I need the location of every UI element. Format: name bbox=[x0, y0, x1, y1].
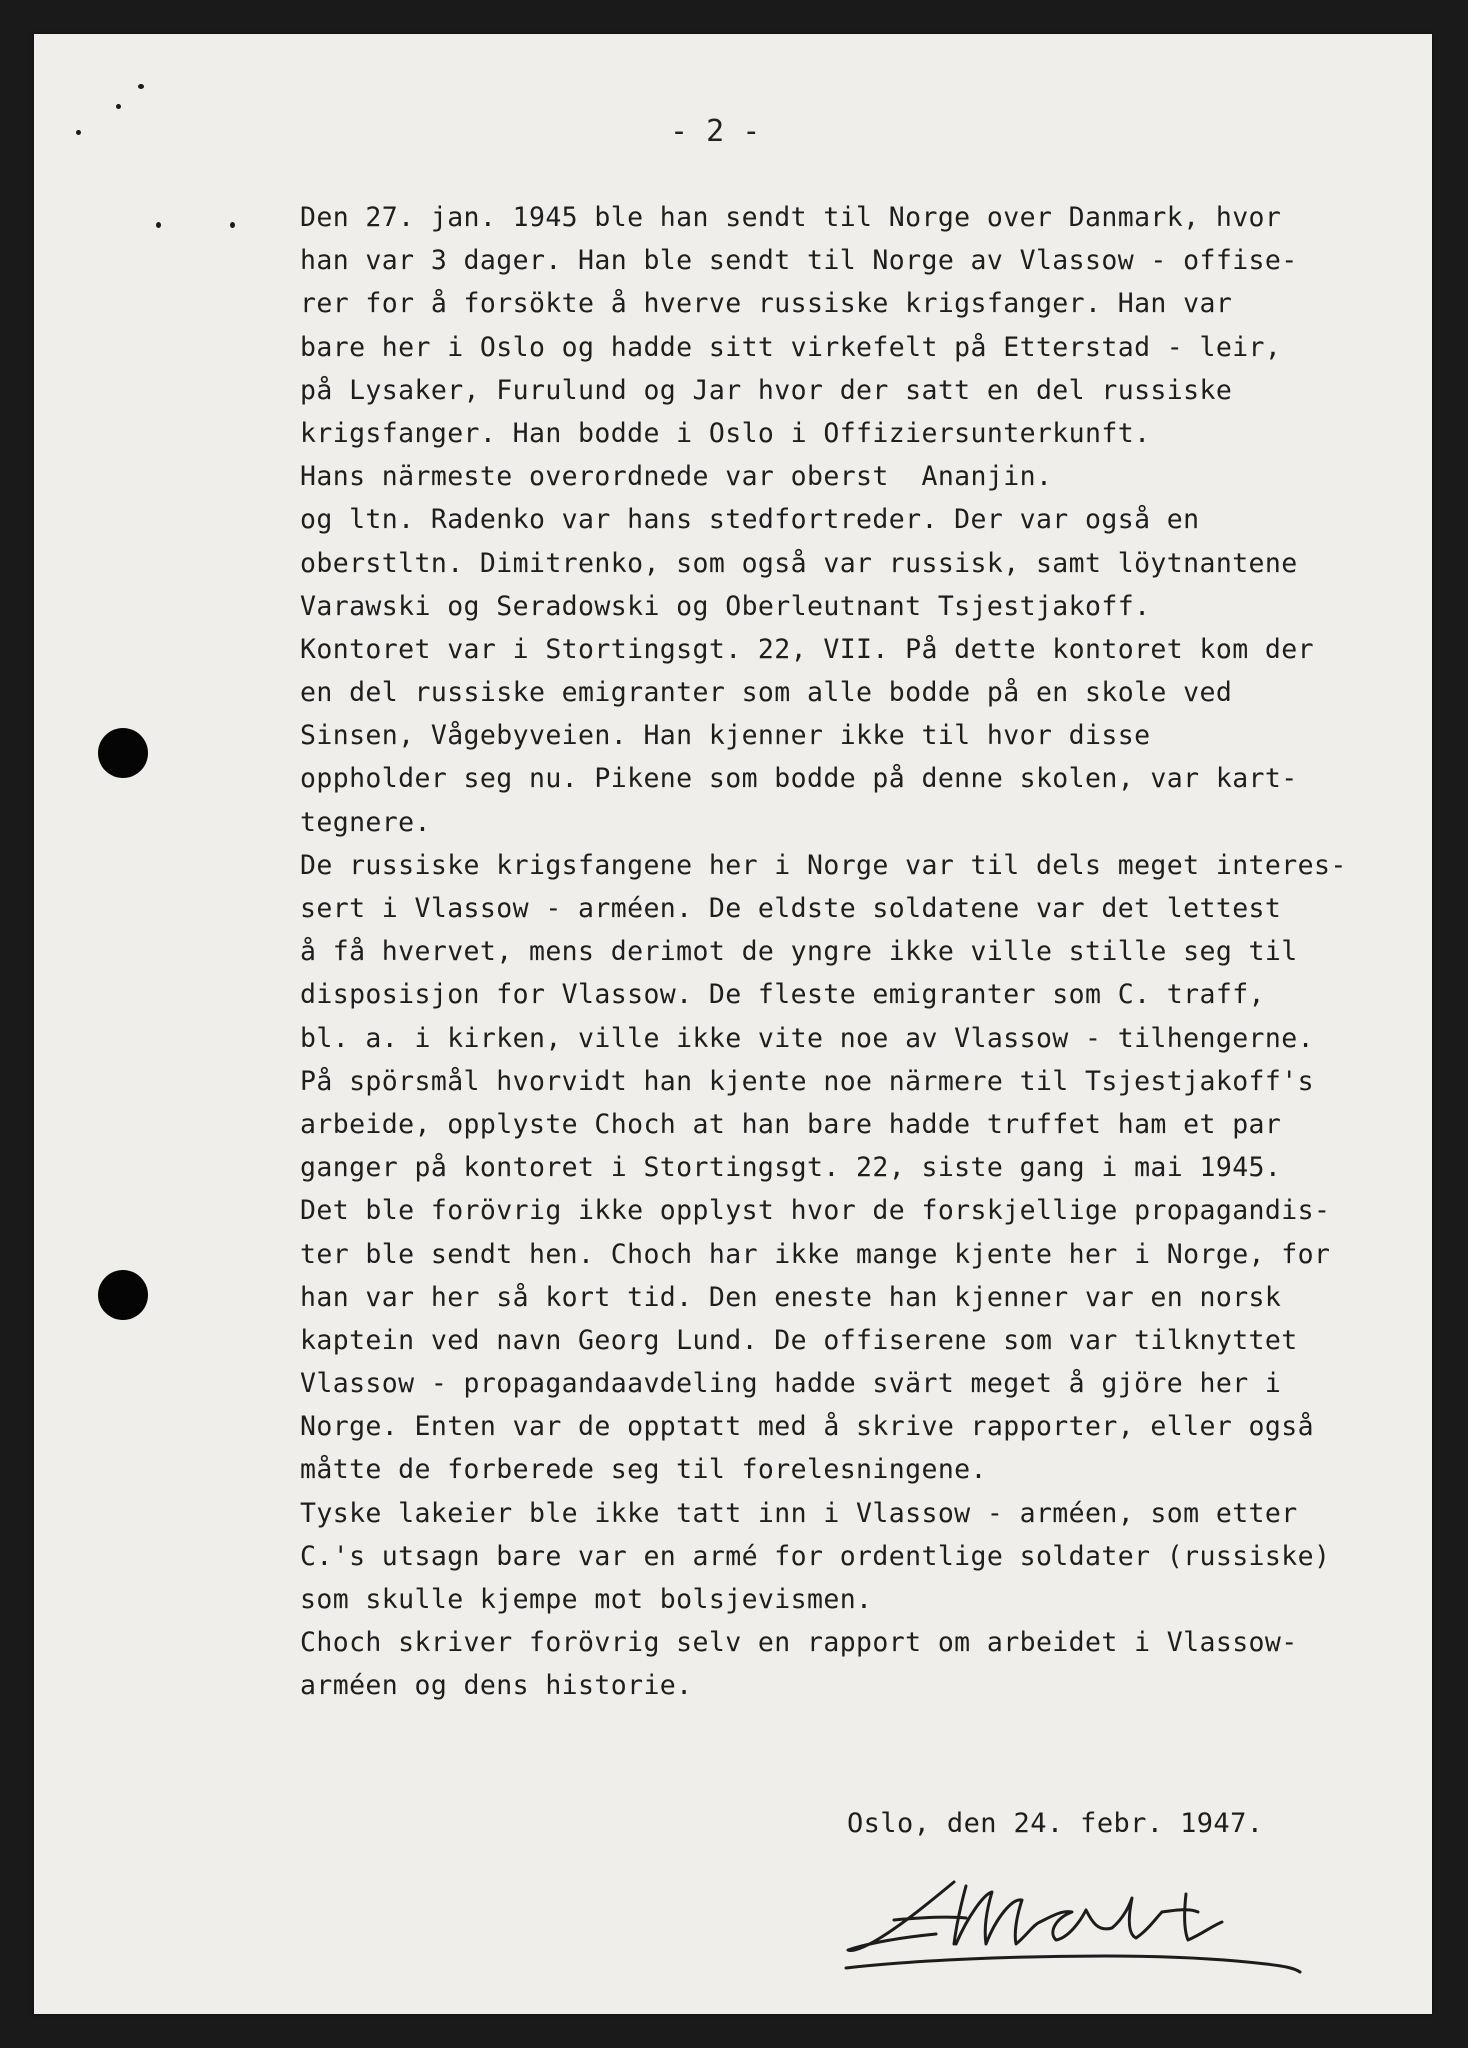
ink-speck bbox=[116, 104, 121, 109]
punch-hole-lower bbox=[98, 1270, 148, 1320]
punch-hole-upper bbox=[98, 728, 148, 778]
text-line: ganger på kontoret i Stortingsgt. 22, siste gang i mai 1945. bbox=[300, 1152, 1282, 1184]
text-line: en del russiske emigranter som alle bodde på en skole ved bbox=[300, 677, 1233, 709]
ink-speck bbox=[230, 222, 235, 228]
text-line: Hans närmeste overordnede var oberst Ananjin. bbox=[300, 461, 1053, 493]
text-line: På spörsmål hvorvidt han kjente noe närmere til Tsjestjakoff's bbox=[300, 1065, 1314, 1097]
text-line: han var her så kort tid. Den eneste han kjenner var en norsk bbox=[300, 1281, 1282, 1313]
text-line: Choch skriver forövrig selv en rapport om arbeidet i Vlassow- bbox=[300, 1627, 1298, 1659]
ink-speck bbox=[76, 130, 81, 135]
text-line: oberstltn. Dimitrenko, som også var russisk, samt löytnantene bbox=[300, 547, 1298, 579]
page-number: - 2 - bbox=[670, 114, 761, 149]
text-line: kaptein ved navn Georg Lund. De offiserene som var tilknyttet bbox=[300, 1324, 1298, 1356]
text-line: oppholder seg nu. Pikene som bodde på denne skolen, var kart- bbox=[300, 763, 1298, 795]
text-line: sert i Vlassow - arméen. De eldste soldatene var det lettest bbox=[300, 893, 1282, 924]
text-line: rer for å forsökte å hverve russiske krigsfanger. Han var bbox=[300, 288, 1233, 320]
text-line: Kontoret var i Stortingsgt. 22, VII. På dette kontoret kom der bbox=[300, 633, 1314, 665]
text-line: De russiske krigsfangene her i Norge var til dels meget interes- bbox=[300, 849, 1347, 881]
text-line: måtte de forberede seg til forelesningene. bbox=[300, 1454, 987, 1486]
text-line: Vlassow - propagandaavdeling hadde svärt meget å gjöre her i bbox=[300, 1368, 1282, 1400]
text-line: arméen og dens historie. bbox=[300, 1670, 693, 1702]
text-line: som skulle kjempe mot bolsjevismen. bbox=[300, 1584, 873, 1615]
text-line: tegnere. bbox=[300, 806, 431, 838]
text-line: Det ble forövrig ikke opplyst hvor de forskjellige propagandis- bbox=[300, 1195, 1331, 1227]
text-line: han var 3 dager. Han ble sendt til Norge av Vlassow - offise- bbox=[300, 245, 1298, 277]
text-line: på Lysaker, Furulund og Jar hvor der satt en del russiske bbox=[300, 374, 1233, 406]
text-line: bl. a. i kirken, ville ikke vite noe av Vlassow - tilhengerne. bbox=[300, 1022, 1314, 1054]
text-line: Sinsen, Vågebyveien. Han kjenner ikke til hvor disse bbox=[300, 720, 1151, 752]
text-line: bare her i Oslo og hadde sitt virkefelt på Etterstad - leir, bbox=[300, 331, 1282, 363]
text-line: Tyske lakeier ble ikke tatt inn i Vlassow - arméen, som etter bbox=[300, 1497, 1298, 1529]
text-line: å få hvervet, mens derimot de yngre ikke ville stille seg til bbox=[300, 936, 1298, 968]
ink-speck bbox=[156, 222, 161, 228]
text-line: C.'s utsagn bare var en armé for ordentlige soldater (russiske) bbox=[300, 1540, 1331, 1572]
dateline: Oslo, den 24. febr. 1947. bbox=[847, 1808, 1264, 1839]
body-text bbox=[300, 196, 1420, 1708]
text-line: arbeide, opplyste Choch at han bare hadde truffet ham et par bbox=[300, 1108, 1282, 1140]
handwritten-signature bbox=[836, 1860, 1316, 1990]
text-line: og ltn. Radenko var hans stedfortreder. Der var også en bbox=[300, 504, 1200, 536]
text-line: Den 27. jan. 1945 ble han sendt til Norge over Danmark, hvor bbox=[300, 202, 1282, 233]
text-line: Varawski og Seradowski og Oberleutnant Tsjestjakoff. bbox=[300, 590, 1151, 622]
text-line: disposisjon for Vlassow. De fleste emigranter som C. traff, bbox=[300, 979, 1265, 1011]
text-line: Norge. Enten var de opptatt med å skrive rapporter, eller også bbox=[300, 1411, 1314, 1443]
text-line: ter ble sendt hen. Choch har ikke mange kjente her i Norge, for bbox=[300, 1238, 1331, 1270]
text-line: krigsfanger. Han bodde i Oslo i Offiziersunterkunft. bbox=[300, 417, 1151, 449]
ink-speck bbox=[138, 84, 144, 89]
